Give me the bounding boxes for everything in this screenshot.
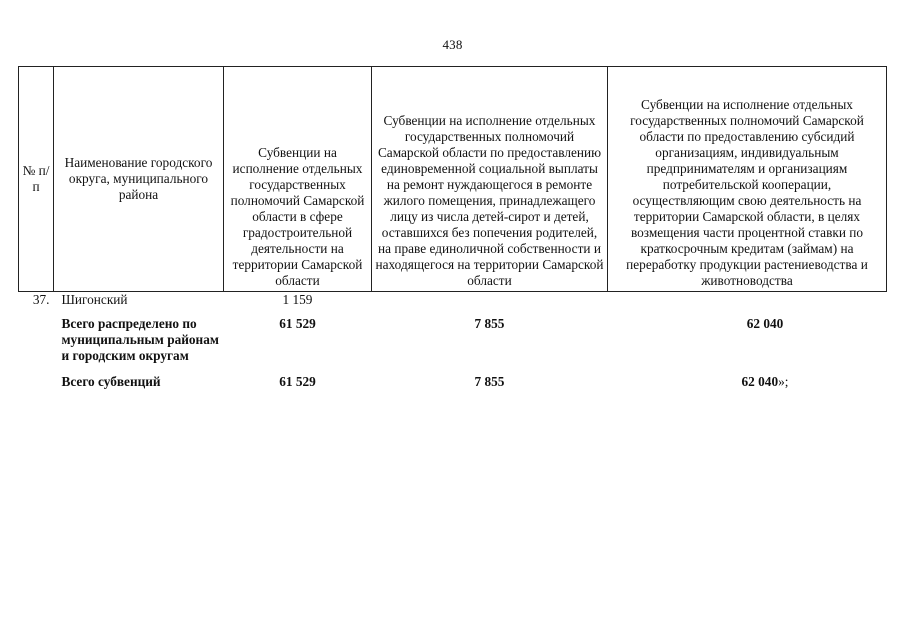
total-all-s3-wrap	[611, 374, 884, 390]
page-number: 438	[442, 37, 463, 52]
row-value-s3	[608, 292, 887, 309]
total-distributed-label: Всего распределено по муниципальным районам и городским округам	[61, 316, 219, 363]
header-agri-loan-subvention: Субвенции на исполнение отдельных государственных полномочий Самарской области по предоставлению субсидий организациям, индивидуальным предпринимателям и организациям потребительской кооперации, осуществляющим свою деятельность на территории Самарской области, в целях возмещения части процентной ставки по краткосрочным кредитам (займам) на переработку продукции растениеводства и животноводства	[608, 67, 887, 292]
total-distributed-s3-text: 62 040	[746, 316, 784, 331]
row-value-s2	[372, 292, 608, 309]
total-all-s3-text: 62 040	[741, 374, 779, 389]
total-distributed-s1-text: 61 529	[279, 316, 316, 331]
row-municipality-name: Шигонский	[61, 292, 128, 307]
total-distributed-s2-text: 7 855	[474, 316, 505, 331]
total-distributed-s2	[372, 308, 608, 364]
total-distributed-s3	[608, 308, 887, 364]
subventions-table	[18, 66, 887, 390]
total-distributed-s1	[224, 308, 372, 364]
table-row	[19, 292, 887, 309]
total-all-label: Всего субвенций	[61, 374, 161, 389]
header-number: № п/п	[19, 67, 54, 292]
total-all-s3	[608, 364, 887, 390]
row-value-s1-text: 1 159	[282, 292, 313, 307]
header-row	[19, 67, 887, 292]
table-header	[19, 67, 887, 292]
table-body	[19, 292, 887, 391]
total-all-s1-text: 61 529	[279, 374, 316, 389]
total-distributed-row	[19, 308, 887, 364]
row-value-s1	[224, 292, 372, 309]
total-all-row	[19, 364, 887, 390]
row-number: 37.	[32, 292, 50, 307]
header-housing-repair-subvention: Субвенции на исполнение отдельных государственных полномочий Самарской области по предоставлению единовременной социальной выплаты на ремонт нуждающегося в ремонте жилого помещения, принадлежащего лицу из числа детей-сирот и детей, оставшихся без попечения родителей, на праве единоличной собственности и находящегося на территории Самарской области	[372, 67, 608, 292]
header-urban-planning-subvention: Субвенции на исполнение отдельных государственных полномочий Самарской области в сфере градостроительной деятельности на территории Самарской области	[224, 67, 372, 292]
total-distributed-number	[19, 308, 54, 364]
total-all-s2-text: 7 855	[474, 374, 505, 389]
total-all-number	[19, 364, 54, 390]
total-all-s2	[372, 364, 608, 390]
total-all-s1	[224, 364, 372, 390]
total-all-s3-suffix: »;	[778, 374, 789, 389]
header-municipality-name: Наименование городского округа, муниципального района	[54, 67, 224, 292]
